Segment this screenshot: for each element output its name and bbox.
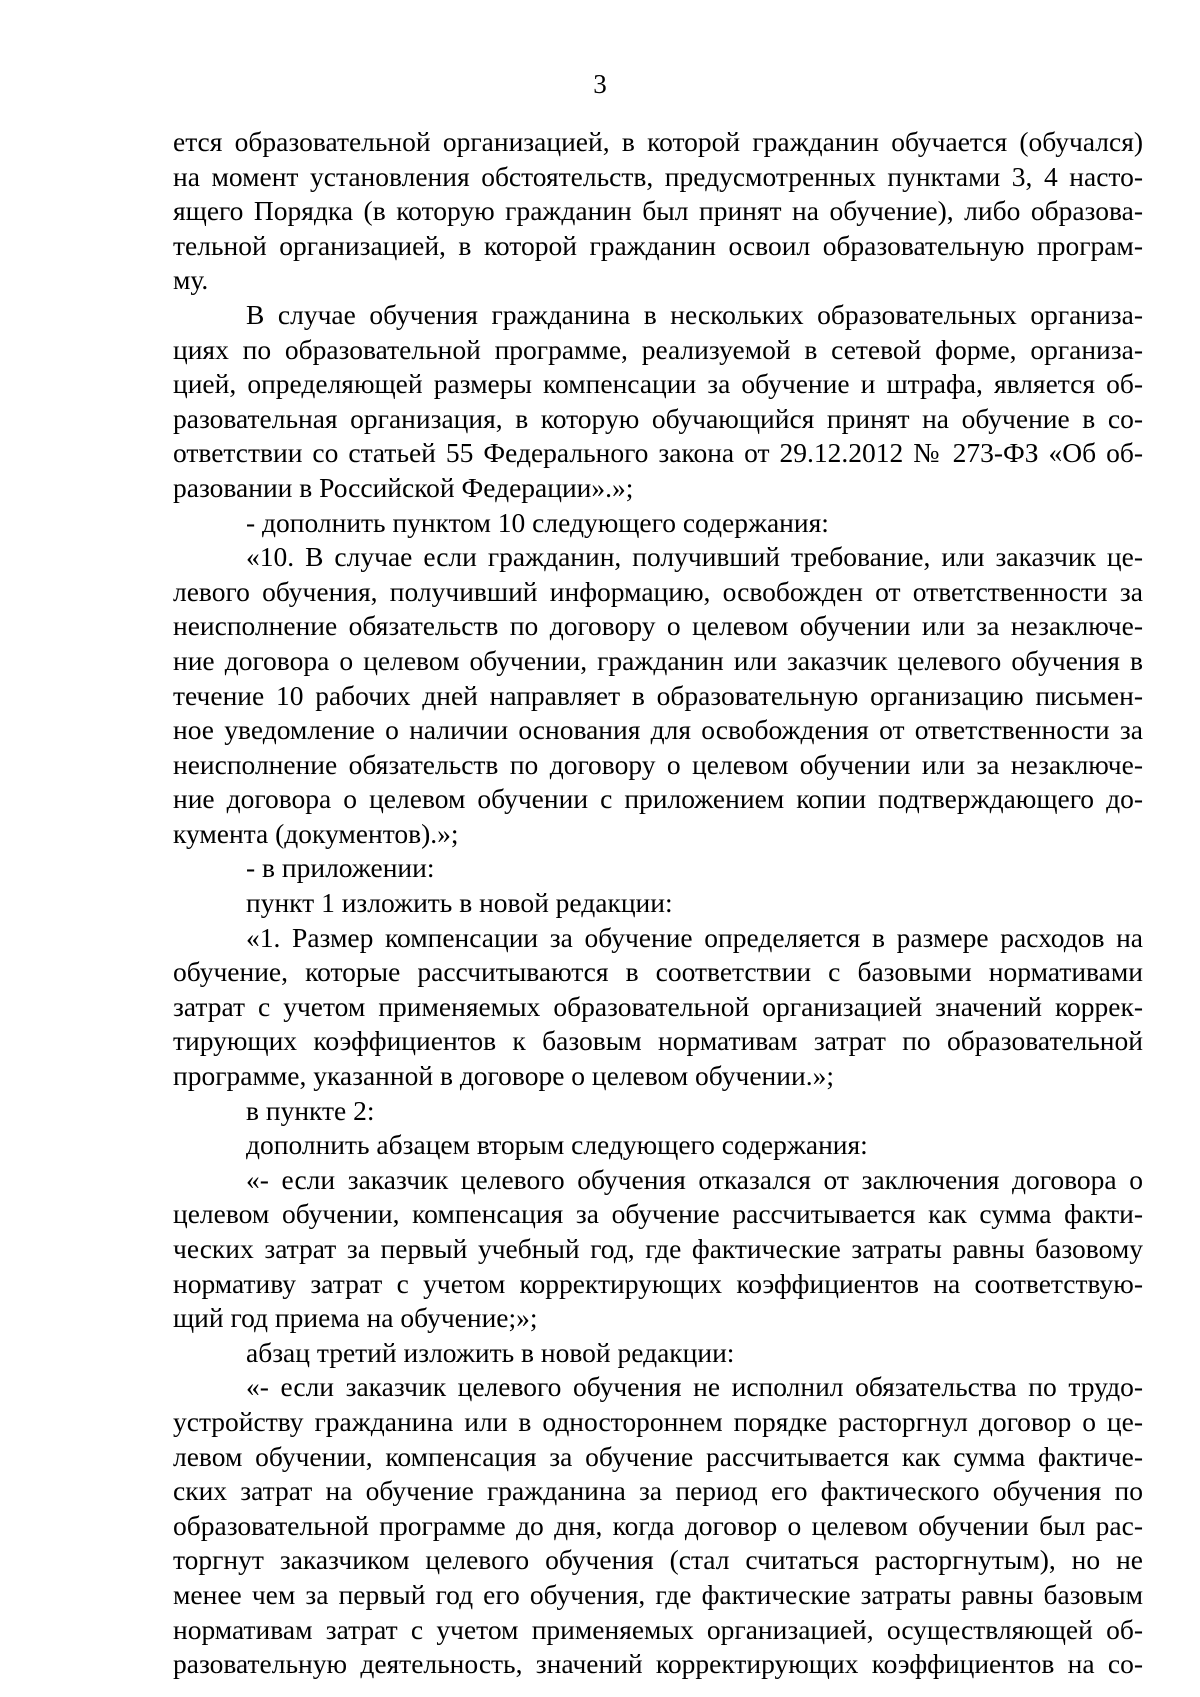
text-line: неисполнение обязательств по договору о целевом обучении или за незаключе- [173, 610, 1143, 642]
text-line: образовательной программе до дня, когда договор о целевом обучении был рас- [173, 1509, 1143, 1541]
document-body [173, 125, 1143, 1682]
text-line: «- если заказчик целевого обучения отказался от заключения договора о [246, 1163, 1143, 1195]
text-line: кумента (документов).»; [173, 817, 459, 849]
text-line: нормативу затрат с учетом корректирующих коэффициентов на соответствую- [173, 1267, 1143, 1299]
text-line: тельной организацией, в которой гражданин освоил образовательную програм- [173, 229, 1143, 261]
page-number: 3 [593, 69, 607, 99]
text-line: щий год приема на обучение;»; [173, 1302, 538, 1334]
text-line: разовательную деятельность, значений корректирующих коэффициентов на со- [173, 1648, 1143, 1680]
text-line: «10. В случае если гражданин, получивший требование, или заказчик це- [246, 541, 1143, 573]
text-line: абзац третий изложить в новой редакции: [246, 1336, 735, 1368]
text-line: - в приложении: [246, 852, 435, 884]
text-line: «1. Размер компенсации за обучение определяется в размере расходов на [246, 921, 1143, 953]
text-line: течение 10 рабочих дней направляет в образовательную организацию письмен- [173, 679, 1143, 711]
text-line: ние договора о целевом обучении с приложением копии подтверждающего до- [173, 783, 1143, 815]
text-line: торгнут заказчиком целевого обучения (стал считаться расторгнутым), но не [173, 1544, 1143, 1576]
text-line: в пункте 2: [246, 1094, 375, 1126]
text-line: ящего Порядка (в которую гражданин был принят на обучение), либо образова- [173, 195, 1143, 227]
text-line: левом обучении, компенсация за обучение рассчитывается как сумма фактиче- [173, 1440, 1143, 1472]
text-line: В случае обучения гражданина в нескольких образовательных организа- [246, 298, 1143, 330]
text-line: нормативам затрат с учетом применяемых организацией, осуществляющей об- [173, 1613, 1143, 1645]
text-line: циях по образовательной программе, реализуемой в сетевой форме, организа- [173, 333, 1143, 365]
text-line: устройству гражданина или в одностороннем порядке расторгнул договор о це- [173, 1405, 1143, 1437]
text-line: дополнить абзацем вторым следующего содержания: [246, 1129, 868, 1161]
text-line: неисполнение обязательств по договору о целевом обучении или за незаключе- [173, 748, 1143, 780]
text-line: ских затрат на обучение гражданина за период его фактического обучения по [173, 1475, 1143, 1507]
text-line: на момент установления обстоятельств, предусмотренных пунктами 3, 4 насто- [173, 160, 1143, 192]
text-line: разовательная организация, в которую обучающийся принят на обучение в со- [173, 402, 1143, 434]
text-line: му. [173, 264, 209, 296]
text-line: затрат с учетом применяемых образовательной организацией значений коррек- [173, 990, 1143, 1022]
text-line: цией, определяющей размеры компенсации за обучение и штрафа, является об- [173, 368, 1143, 400]
text-line: - дополнить пунктом 10 следующего содержания: [246, 506, 829, 538]
text-line: тирующих коэффициентов к базовым нормативам затрат по образовательной [173, 1025, 1143, 1057]
text-line: разовании в Российской Федерации».»; [173, 471, 634, 503]
text-line: ние договора о целевом обучении, гражданин или заказчик целевого обучения в [173, 644, 1143, 676]
text-line: обучение, которые рассчитываются в соответствии с базовыми нормативами [173, 956, 1143, 988]
text-line: ется образовательной организацией, в которой гражданин обучается (обучался) [173, 126, 1143, 157]
text-line: целевом обучении, компенсация за обучение рассчитывается как сумма факти- [173, 1198, 1143, 1230]
text-line: ное уведомление о наличии основания для освобождения от ответственности за [173, 714, 1143, 746]
text-line: левого обучения, получивший информацию, освобожден от ответственности за [173, 575, 1143, 607]
text-line: ответствии со статьей 55 Федерального закона от 29.12.2012 № 273-ФЗ «Об об- [173, 437, 1143, 469]
text-line: «- если заказчик целевого обучения не исполнил обязательства по трудо- [246, 1371, 1143, 1403]
text-line: ческих затрат за первый учебный год, где фактические затраты равны базовому [173, 1233, 1143, 1264]
text-line: программе, указанной в договоре о целевом обучении.»; [173, 1060, 834, 1092]
text-line: пункт 1 изложить в новой редакции: [246, 887, 673, 919]
text-line: менее чем за первый год его обучения, где фактические затраты равны базовым [173, 1578, 1143, 1610]
